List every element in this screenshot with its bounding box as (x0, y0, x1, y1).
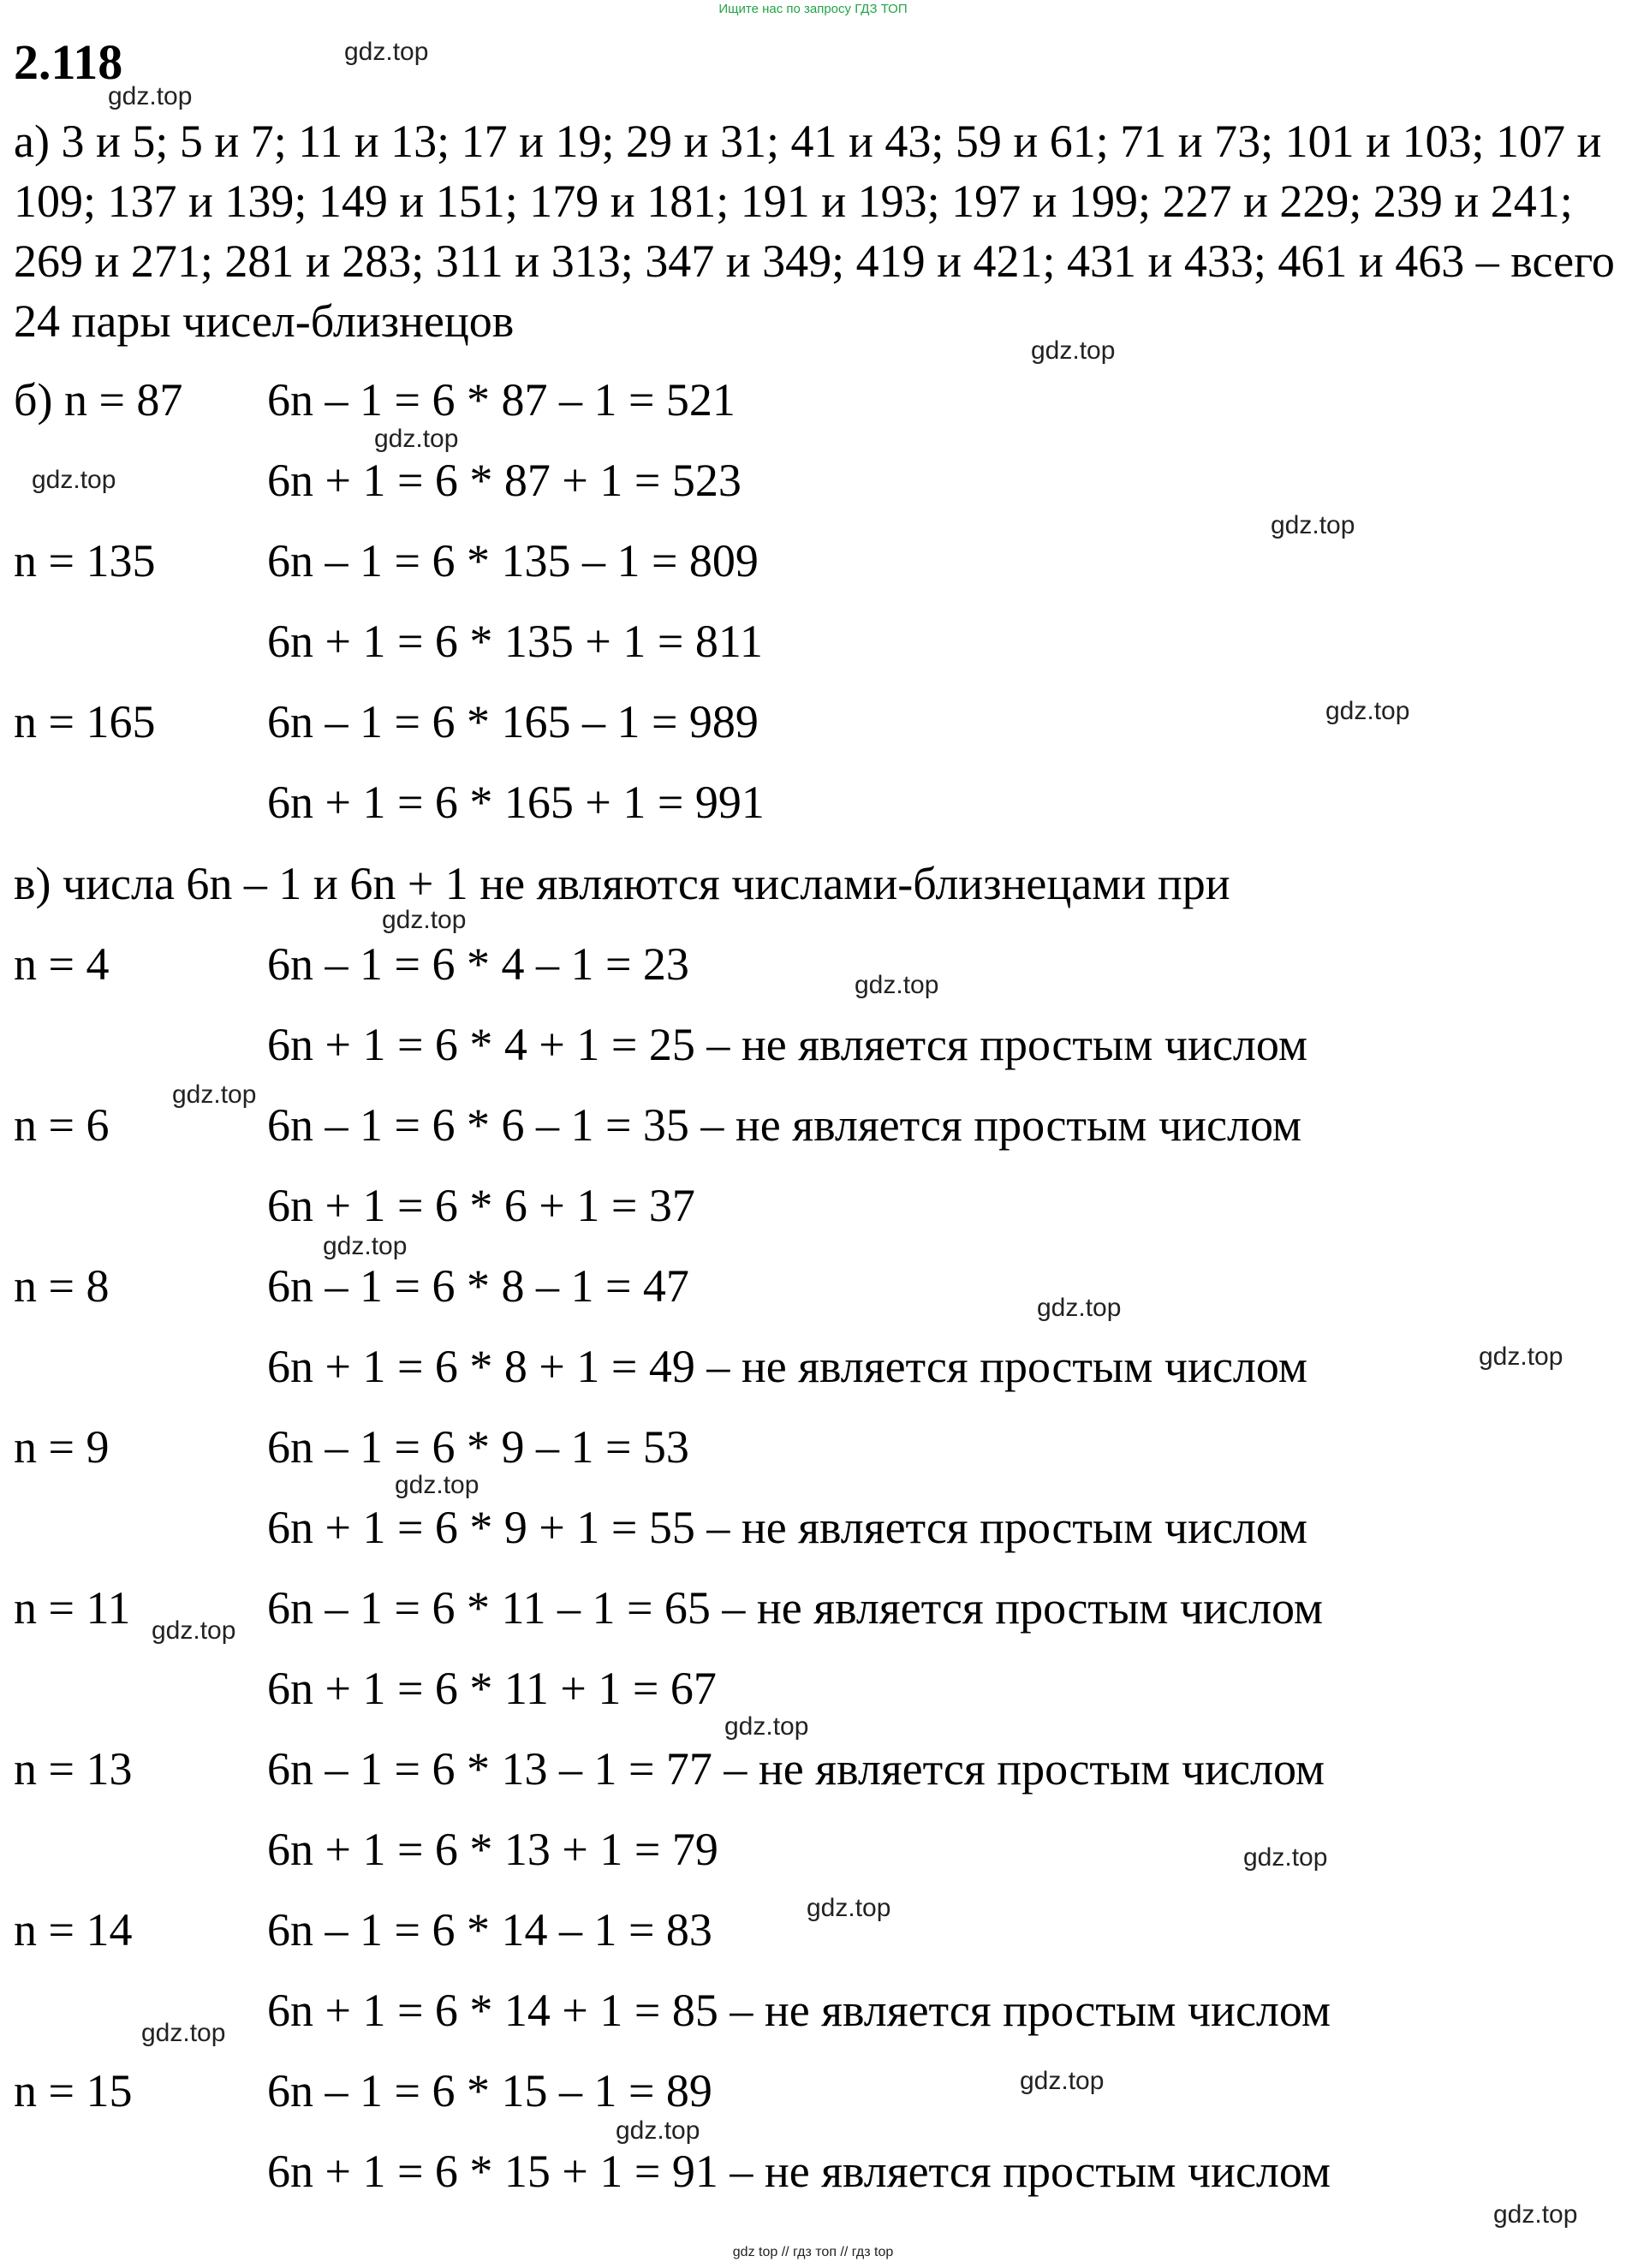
part-c-intro: в) числа 6n – 1 и 6n + 1 не являются числами-близнецами при (14, 858, 1230, 909)
watermark: gdz.top (344, 38, 429, 66)
watermark: gdz.top (152, 1616, 236, 1645)
exercise-number: 2.118 (14, 34, 123, 90)
part-c-equation-minus: 6n – 1 = 6 * 15 – 1 = 89 (267, 2065, 712, 2116)
watermark: gdz.top (172, 1080, 257, 1109)
watermark: gdz.top (141, 2019, 226, 2047)
part-b-equation-plus: 6n + 1 = 6 * 135 + 1 = 811 (267, 616, 763, 667)
part-c-n-label: n = 13 (14, 1743, 133, 1795)
watermark: gdz.top (1031, 336, 1116, 365)
part-c-equation-plus: 6n + 1 = 6 * 6 + 1 = 37 (267, 1180, 695, 1231)
watermark: gdz.top (374, 425, 459, 453)
watermark: gdz.top (32, 466, 116, 494)
watermark: gdz.top (1271, 511, 1355, 539)
watermark: gdz.top (108, 82, 193, 110)
watermark: gdz.top (1037, 1294, 1122, 1322)
part-b-equation-plus: 6n + 1 = 6 * 87 + 1 = 523 (267, 455, 742, 506)
top-banner: Ищите нас по запросу ГДЗ ТОП (718, 2, 908, 16)
part-c-equation-plus: 6n + 1 = 6 * 13 + 1 = 79 (267, 1824, 718, 1875)
part-c-equation-plus: 6n + 1 = 6 * 9 + 1 = 55 – не является простым числом (267, 1502, 1307, 1553)
watermark: gdz.top (1020, 2067, 1105, 2095)
footer-banner: gdz top // гдз топ // гдз top (732, 2245, 894, 2259)
watermark: gdz.top (382, 906, 467, 934)
watermark: gdz.top (724, 1712, 809, 1741)
part-b-n-label: б) n = 87 (14, 374, 183, 426)
part-c-n-label: n = 8 (14, 1260, 110, 1312)
part-c-n-label: n = 4 (14, 938, 110, 990)
part-c-n-label: n = 15 (14, 2065, 133, 2116)
part-c-equation-minus: 6n – 1 = 6 * 4 – 1 = 23 (267, 938, 689, 990)
watermark: gdz.top (616, 2116, 700, 2145)
part-c-equation-minus: 6n – 1 = 6 * 6 – 1 = 35 – не является простым числом (267, 1099, 1302, 1151)
part-c-n-label: n = 9 (14, 1421, 110, 1473)
part-b-equation-minus: 6n – 1 = 6 * 87 – 1 = 521 (267, 374, 736, 426)
part-c-equation-plus: 6n + 1 = 6 * 15 + 1 = 91 – не является простым числом (267, 2146, 1331, 2197)
part-c-equation-plus: 6n + 1 = 6 * 4 + 1 = 25 – не является простым числом (267, 1019, 1307, 1070)
watermark: gdz.top (323, 1232, 408, 1260)
part-a-text: а) 3 и 5; 5 и 7; 11 и 13; 17 и 19; 29 и 31; 41 и 43; 59 и 61; 71 и 73; 101 и 103; 107 и 109; 137 и 139; 149 и 151; 179 и 181; 191 и 193; 197 и 199; 227 и 229; 239 и 241; 269 и 271; 281 и 283; 311 и 313; 347 и 349; 419 и 421; 431 и 433; 461 и 463 – всего 24 пары чисел-близнецов (14, 116, 1615, 347)
watermark: gdz.top (807, 1894, 891, 1922)
part-c-equation-plus: 6n + 1 = 6 * 11 + 1 = 67 (267, 1663, 717, 1714)
watermark: gdz.top (1493, 2200, 1578, 2229)
part-c-equation-minus: 6n – 1 = 6 * 11 – 1 = 65 – не является простым числом (267, 1582, 1324, 1634)
part-c-equation-minus: 6n – 1 = 6 * 9 – 1 = 53 (267, 1421, 689, 1473)
part-c-n-label: n = 11 (14, 1582, 131, 1634)
watermark: gdz.top (395, 1471, 479, 1499)
part-b-equation-minus: 6n – 1 = 6 * 135 – 1 = 809 (267, 535, 759, 586)
part-c-n-label: n = 6 (14, 1099, 110, 1151)
part-c-n-label: n = 14 (14, 1904, 133, 1955)
watermark: gdz.top (855, 971, 939, 999)
part-b-n-label: n = 135 (14, 535, 156, 586)
watermark: gdz.top (1325, 697, 1410, 725)
part-c-equation-plus: 6n + 1 = 6 * 8 + 1 = 49 – не является простым числом (267, 1341, 1307, 1392)
part-b-equation-plus: 6n + 1 = 6 * 165 + 1 = 991 (267, 777, 765, 828)
part-c-equation-minus: 6n – 1 = 6 * 8 – 1 = 47 (267, 1260, 689, 1312)
watermark: gdz.top (1479, 1342, 1563, 1371)
watermark: gdz.top (1243, 1843, 1328, 1872)
part-c-equation-minus: 6n – 1 = 6 * 14 – 1 = 83 (267, 1904, 712, 1955)
part-b-equation-minus: 6n – 1 = 6 * 165 – 1 = 989 (267, 696, 759, 747)
part-b-n-label: n = 165 (14, 696, 156, 747)
part-c-equation-plus: 6n + 1 = 6 * 14 + 1 = 85 – не является простым числом (267, 1985, 1331, 2036)
part-c-equation-minus: 6n – 1 = 6 * 13 – 1 = 77 – не является простым числом (267, 1743, 1325, 1795)
